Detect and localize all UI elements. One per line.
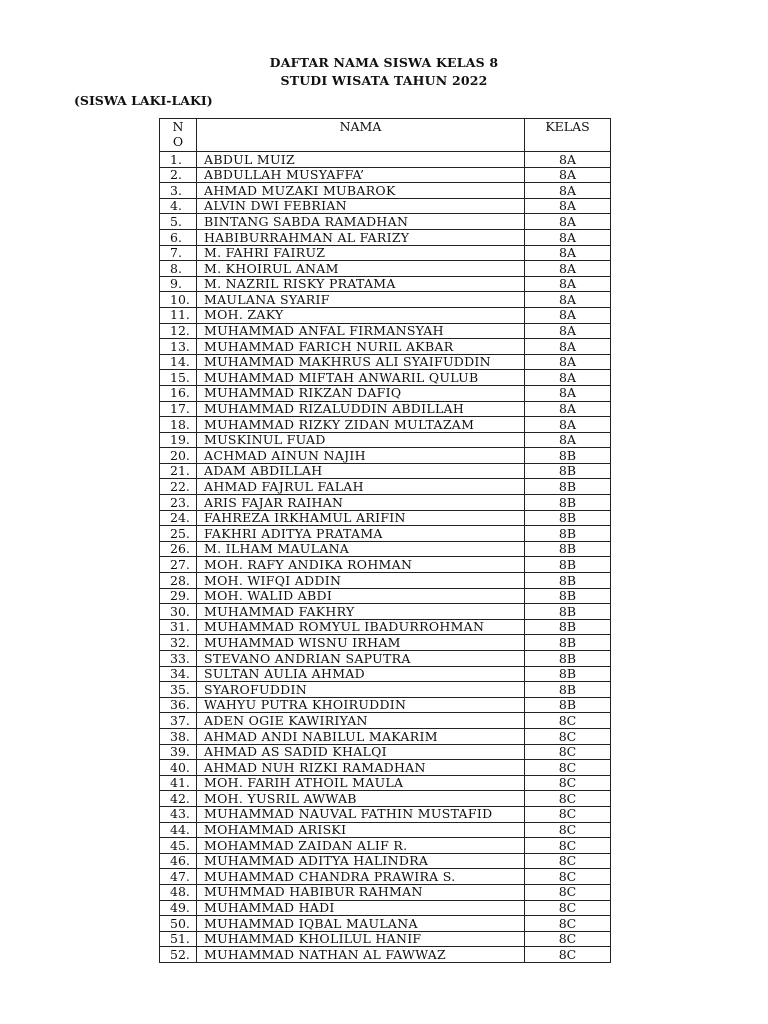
row-nama: ADEN OGIE KAWIRIYAN [197, 713, 525, 729]
row-no: 25. [160, 526, 197, 542]
row-no: 42. [160, 791, 197, 807]
row-nama: MOH. ZAKY [197, 307, 525, 323]
row-kelas: 8B [525, 651, 611, 667]
row-kelas: 8B [525, 557, 611, 573]
row-kelas: 8A [525, 245, 611, 261]
row-no: 15. [160, 370, 197, 386]
row-nama: MUHAMMAD RIKZAN DAFIQ [197, 385, 525, 401]
row-nama: MUHAMMAD IQBAL MAULANA [197, 916, 525, 932]
row-no: 16. [160, 385, 197, 401]
table-row [160, 822, 611, 838]
row-no: 27. [160, 557, 197, 573]
row-no: 18. [160, 417, 197, 433]
row-nama: MUHAMMAD RIZALUDDIN ABDILLAH [197, 401, 525, 417]
row-nama: SYAROFUDDIN [197, 682, 525, 698]
row-kelas: 8C [525, 728, 611, 744]
row-no: 37. [160, 713, 197, 729]
row-nama: ABDULLAH MUSYAFFA’ [197, 167, 525, 183]
row-kelas: 8B [525, 463, 611, 479]
table-row [160, 417, 611, 433]
row-kelas: 8C [525, 744, 611, 760]
row-kelas: 8B [525, 697, 611, 713]
document-subtitle-year: STUDI WISATA TAHUN 2022 [280, 73, 488, 88]
row-nama: MOHAMMAD ARISKI [197, 822, 525, 838]
table-row [160, 214, 611, 230]
row-nama: MUHAMMAD MIFTAH ANWARIL QULUB [197, 370, 525, 386]
table-row [160, 775, 611, 791]
row-kelas: 8B [525, 541, 611, 557]
row-kelas: 8A [525, 323, 611, 339]
table-row [160, 713, 611, 729]
row-nama: MUHAMMAD FARICH NURIL AKBAR [197, 339, 525, 355]
row-no: 2. [160, 167, 197, 183]
row-nama: MOHAMMAD ZAIDAN ALIF R. [197, 838, 525, 854]
row-kelas: 8A [525, 354, 611, 370]
row-no: 31. [160, 619, 197, 635]
row-kelas: 8A [525, 276, 611, 292]
row-nama: MOH. WALID ABDI [197, 588, 525, 604]
row-kelas: 8B [525, 635, 611, 651]
table-row [160, 276, 611, 292]
table-row [160, 635, 611, 651]
row-kelas: 8B [525, 495, 611, 511]
row-kelas: 8B [525, 619, 611, 635]
table-row [160, 526, 611, 542]
row-kelas: 8A [525, 339, 611, 355]
row-kelas: 8B [525, 682, 611, 698]
row-nama: MUHAMMAD ROMYUL IBADURROHMAN [197, 619, 525, 635]
row-kelas: 8B [525, 666, 611, 682]
row-nama: AHMAD MUZAKI MUBAROK [197, 183, 525, 199]
table-row [160, 884, 611, 900]
row-kelas: 8C [525, 806, 611, 822]
table-row [160, 573, 611, 589]
row-no: 13. [160, 339, 197, 355]
row-nama: M. FAHRI FAIRUZ [197, 245, 525, 261]
table-row [160, 479, 611, 495]
table-row [160, 557, 611, 573]
row-kelas: 8B [525, 510, 611, 526]
row-no: 1. [160, 152, 197, 168]
table-row [160, 791, 611, 807]
row-nama: MUHAMMAD ADITYA HALINDRA [197, 853, 525, 869]
row-nama: MUHAMMAD NAUVAL FATHIN MUSTAFID [197, 806, 525, 822]
row-no: 28. [160, 573, 197, 589]
table-row [160, 931, 611, 947]
header-no-line2: O [172, 134, 184, 149]
table-row [160, 152, 611, 168]
row-no: 49. [160, 900, 197, 916]
row-kelas: 8A [525, 292, 611, 308]
table-row [160, 354, 611, 370]
row-no: 30. [160, 604, 197, 620]
table-row [160, 495, 611, 511]
row-nama: ARIS FAJAR RAIHAN [197, 495, 525, 511]
row-no: 52. [160, 947, 197, 963]
row-kelas: 8C [525, 822, 611, 838]
row-kelas: 8B [525, 573, 611, 589]
table-row [160, 307, 611, 323]
row-kelas: 8C [525, 760, 611, 776]
row-no: 9. [160, 276, 197, 292]
row-kelas: 8C [525, 900, 611, 916]
row-kelas: 8B [525, 479, 611, 495]
row-nama: ALVIN DWI FEBRIAN [197, 198, 525, 214]
row-nama: MOH. WIFQI ADDIN [197, 573, 525, 589]
row-kelas: 8C [525, 853, 611, 869]
row-nama: MUSKINUL FUAD [197, 432, 525, 448]
table-row [160, 728, 611, 744]
row-nama: MOH. YUSRIL AWWAB [197, 791, 525, 807]
table-row [160, 339, 611, 355]
row-no: 4. [160, 198, 197, 214]
row-kelas: 8C [525, 775, 611, 791]
row-kelas: 8A [525, 432, 611, 448]
student-table [159, 118, 611, 963]
row-no: 44. [160, 822, 197, 838]
row-nama: MUHAMMAD WISNU IRHAM [197, 635, 525, 651]
table-row [160, 806, 611, 822]
table-row [160, 869, 611, 885]
row-nama: MOH. FARIH ATHOIL MAULA [197, 775, 525, 791]
table-row [160, 853, 611, 869]
row-nama: AHMAD NUH RIZKI RAMADHAN [197, 760, 525, 776]
row-no: 51. [160, 931, 197, 947]
row-no: 50. [160, 916, 197, 932]
row-nama: MUHAMMAD FAKHRY [197, 604, 525, 620]
row-no: 22. [160, 479, 197, 495]
row-no: 5. [160, 214, 197, 230]
row-nama: MUHAMMAD RIZKY ZIDAN MULTAZAM [197, 417, 525, 433]
row-kelas: 8A [525, 229, 611, 245]
row-nama: AHMAD AS SADID KHALQI [197, 744, 525, 760]
row-no: 40. [160, 760, 197, 776]
row-no: 45. [160, 838, 197, 854]
row-no: 8. [160, 261, 197, 277]
table-row [160, 838, 611, 854]
table-header-row [160, 119, 611, 152]
row-no: 47. [160, 869, 197, 885]
table-row [160, 900, 611, 916]
row-nama: MUHAMMAD CHANDRA PRAWIRA S. [197, 869, 525, 885]
row-kelas: 8A [525, 370, 611, 386]
table-row [160, 401, 611, 417]
row-nama: M. KHOIRUL ANAM [197, 261, 525, 277]
document-title: DAFTAR NAMA SISWA KELAS 8 [269, 55, 499, 70]
row-nama: MUHAMMAD ANFAL FIRMANSYAH [197, 323, 525, 339]
row-no: 20. [160, 448, 197, 464]
row-kelas: 8C [525, 916, 611, 932]
row-no: 33. [160, 651, 197, 667]
row-no: 23. [160, 495, 197, 511]
table-row [160, 744, 611, 760]
row-nama: M. NAZRIL RISKY PRATAMA [197, 276, 525, 292]
row-nama: MUHAMMAD MAKHRUS ALI SYAIFUDDIN [197, 354, 525, 370]
row-no: 46. [160, 853, 197, 869]
row-kelas: 8C [525, 869, 611, 885]
row-nama: HABIBURRAHMAN AL FARIZY [197, 229, 525, 245]
table-row [160, 385, 611, 401]
header-nama: NAMA [197, 119, 525, 152]
row-kelas: 8A [525, 198, 611, 214]
table-row [160, 510, 611, 526]
row-nama: ADAM ABDILLAH [197, 463, 525, 479]
table-row [160, 370, 611, 386]
row-kelas: 8A [525, 152, 611, 168]
row-kelas: 8B [525, 448, 611, 464]
row-kelas: 8A [525, 417, 611, 433]
table-row [160, 261, 611, 277]
row-no: 32. [160, 635, 197, 651]
row-no: 3. [160, 183, 197, 199]
row-kelas: 8A [525, 167, 611, 183]
row-kelas: 8C [525, 947, 611, 963]
table-row [160, 697, 611, 713]
row-nama: ABDUL MUIZ [197, 152, 525, 168]
row-nama: ACHMAD AINUN NAJIH [197, 448, 525, 464]
table-row [160, 619, 611, 635]
row-kelas: 8C [525, 884, 611, 900]
row-no: 17. [160, 401, 197, 417]
table-row [160, 541, 611, 557]
row-nama: M. ILHAM MAULANA [197, 541, 525, 557]
row-kelas: 8A [525, 183, 611, 199]
row-nama: AHMAD ANDI NABILUL MAKARIM [197, 728, 525, 744]
table-row [160, 323, 611, 339]
row-no: 7. [160, 245, 197, 261]
row-kelas: 8B [525, 526, 611, 542]
row-no: 21. [160, 463, 197, 479]
row-no: 24. [160, 510, 197, 526]
table-row [160, 229, 611, 245]
table-row [160, 198, 611, 214]
row-nama: STEVANO ANDRIAN SAPUTRA [197, 651, 525, 667]
table-row [160, 588, 611, 604]
row-no: 29. [160, 588, 197, 604]
row-nama: WAHYU PUTRA KHOIRUDDIN [197, 697, 525, 713]
row-kelas: 8A [525, 307, 611, 323]
table-row [160, 183, 611, 199]
row-no: 6. [160, 229, 197, 245]
table-row [160, 292, 611, 308]
row-no: 14. [160, 354, 197, 370]
row-nama: FAHREZA IRKHAMUL ARIFIN [197, 510, 525, 526]
row-no: 11. [160, 307, 197, 323]
row-no: 19. [160, 432, 197, 448]
row-no: 41. [160, 775, 197, 791]
row-no: 26. [160, 541, 197, 557]
row-kelas: 8A [525, 401, 611, 417]
row-nama: BINTANG SABDA RAMADHAN [197, 214, 525, 230]
row-kelas: 8C [525, 931, 611, 947]
row-no: 34. [160, 666, 197, 682]
row-nama: AHMAD FAJRUL FALAH [197, 479, 525, 495]
row-no: 43. [160, 806, 197, 822]
row-no: 39. [160, 744, 197, 760]
row-kelas: 8A [525, 385, 611, 401]
header-kelas: KELAS [525, 119, 611, 152]
row-nama: FAKHRI ADITYA PRATAMA [197, 526, 525, 542]
row-nama: MUHMMAD HABIBUR RAHMAN [197, 884, 525, 900]
row-nama: MUHAMMAD KHOLILUL HANIF [197, 931, 525, 947]
table-row [160, 682, 611, 698]
table-row [160, 651, 611, 667]
row-nama: MAULANA SYARIF [197, 292, 525, 308]
row-nama: MUHAMMAD NATHAN AL FAWWAZ [197, 947, 525, 963]
table-row [160, 448, 611, 464]
row-no: 12. [160, 323, 197, 339]
row-no: 38. [160, 728, 197, 744]
row-kelas: 8C [525, 713, 611, 729]
row-kelas: 8B [525, 588, 611, 604]
table-row [160, 760, 611, 776]
header-no [160, 119, 197, 152]
row-nama: MOH. RAFY ANDIKA ROHMAN [197, 557, 525, 573]
table-row [160, 604, 611, 620]
header-no-line1: N [172, 119, 184, 134]
row-kelas: 8C [525, 838, 611, 854]
table-row [160, 245, 611, 261]
row-kelas: 8B [525, 604, 611, 620]
row-kelas: 8A [525, 261, 611, 277]
row-nama: SULTAN AULIA AHMAD [197, 666, 525, 682]
row-no: 48. [160, 884, 197, 900]
row-no: 10. [160, 292, 197, 308]
row-no: 36. [160, 697, 197, 713]
table-row [160, 666, 611, 682]
table-row [160, 947, 611, 963]
section-label: (SISWA LAKI-LAKI) [74, 93, 213, 108]
row-no: 35. [160, 682, 197, 698]
table-row [160, 916, 611, 932]
row-nama: MUHAMMAD HADI [197, 900, 525, 916]
row-kelas: 8C [525, 791, 611, 807]
table-row [160, 432, 611, 448]
row-kelas: 8A [525, 214, 611, 230]
table-row [160, 167, 611, 183]
table-row [160, 463, 611, 479]
